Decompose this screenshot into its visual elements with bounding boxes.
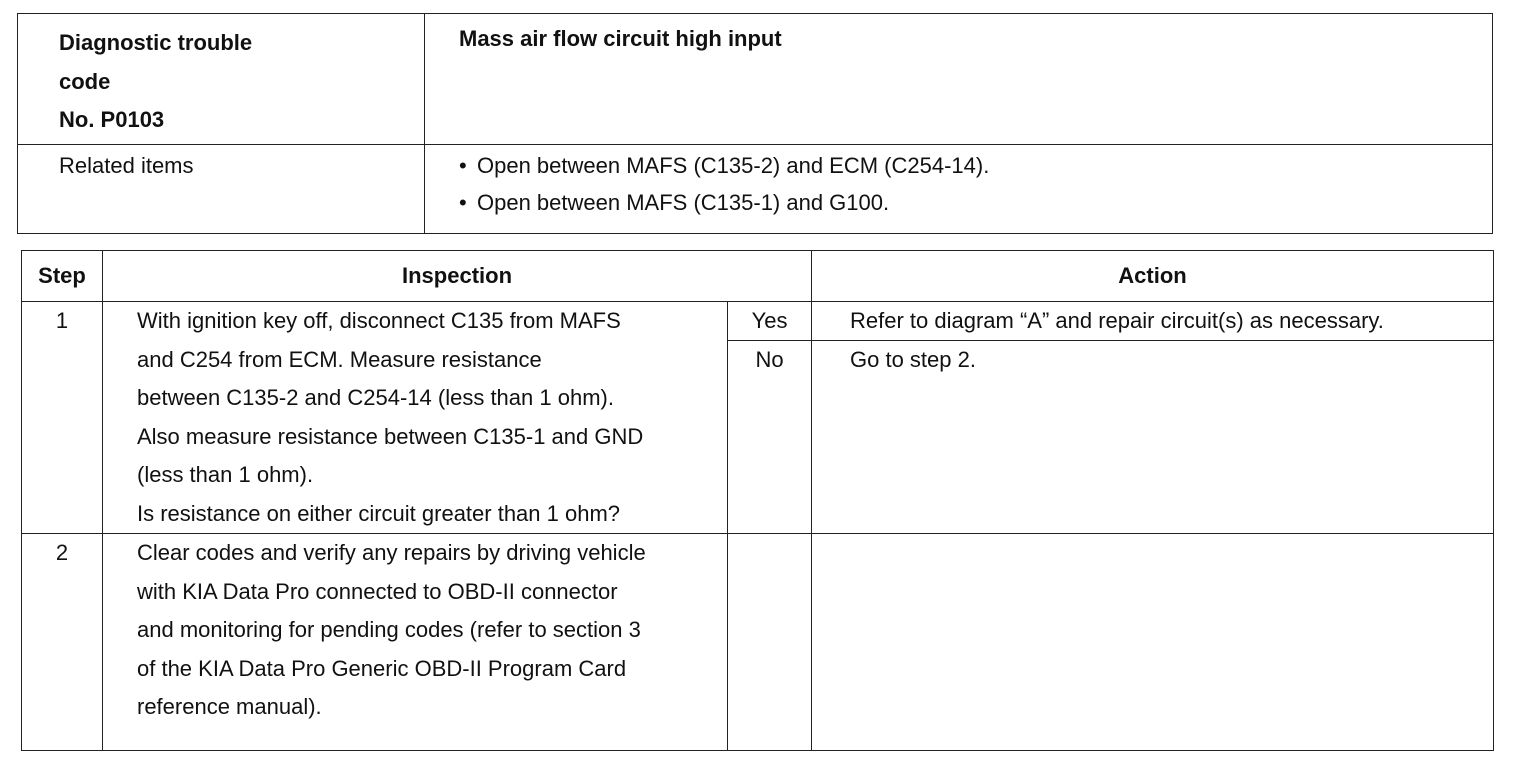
inspection-text — [103, 302, 728, 534]
yes-no-cell-empty — [728, 534, 812, 751]
dtc-code-label-line: No. P0103 — [59, 107, 165, 132]
yes-action: Refer to diagram “A” and repair circuit(s) as necessary. — [812, 302, 1493, 341]
step-number: 1 — [22, 302, 103, 534]
bullet-icon: • — [459, 190, 467, 215]
inspection-line: between C135-2 and C254-14 (less than 1 ohm). — [137, 385, 614, 410]
procedure-header-row — [22, 251, 1494, 302]
inspection-line: Is resistance on either circuit greater than 1 ohm? — [137, 500, 621, 526]
inspection-line: With ignition key off, disconnect C135 from MAFS — [137, 308, 621, 333]
inspection-line: Also measure resistance between C135-1 and GND — [137, 423, 644, 449]
dtc-code-label-line: Diagnostic trouble — [59, 30, 253, 55]
procedure-table — [21, 250, 1494, 751]
bullet-icon: • — [459, 153, 467, 178]
inspection-line: Clear codes and verify any repairs by driving vehicle — [137, 540, 646, 565]
yes-no-cell — [728, 302, 812, 534]
header-inspection: Inspection — [103, 251, 812, 302]
procedure-row-step-2 — [22, 534, 1494, 751]
inspection-line: of the KIA Data Pro Generic OBD-II Program Card — [137, 655, 627, 681]
related-item-text: Open between MAFS (C135-2) and ECM (C254-14). — [477, 153, 990, 178]
header-action: Action — [812, 251, 1494, 302]
inspection-line: with KIA Data Pro connected to OBD-II connector — [137, 578, 618, 604]
action-cell-empty — [812, 534, 1494, 751]
no-action: Go to step 2. — [850, 347, 976, 372]
related-item — [459, 147, 1492, 184]
related-item — [459, 184, 1492, 221]
inspection-line: reference manual). — [137, 694, 322, 719]
dtc-code-label — [18, 14, 425, 145]
related-item-text: Open between MAFS (C135-1) and G100. — [477, 190, 890, 215]
inspection-text — [103, 534, 728, 751]
inspection-line: and monitoring for pending codes (refer to section 3 — [137, 617, 641, 642]
dtc-description: Mass air flow circuit high input — [459, 26, 782, 51]
procedure-row-step-1 — [22, 302, 1494, 534]
action-cell — [812, 302, 1494, 534]
inspection-line: and C254 from ECM. Measure resistance — [137, 346, 542, 372]
related-items-label — [18, 145, 425, 234]
dtc-code-label-line: code — [59, 68, 111, 94]
inspection-line: (less than 1 ohm). — [137, 462, 314, 487]
header-step: Step — [22, 251, 103, 302]
no-label: No — [755, 347, 784, 372]
step-number: 2 — [22, 534, 103, 751]
dtc-code-value — [425, 14, 1493, 145]
dtc-code-row — [18, 14, 1493, 145]
dtc-info-table — [17, 13, 1493, 234]
related-items-list — [425, 145, 1493, 234]
yes-label: Yes — [727, 302, 812, 341]
related-items-label-text: Related items — [59, 153, 194, 178]
related-items-row — [18, 145, 1493, 234]
